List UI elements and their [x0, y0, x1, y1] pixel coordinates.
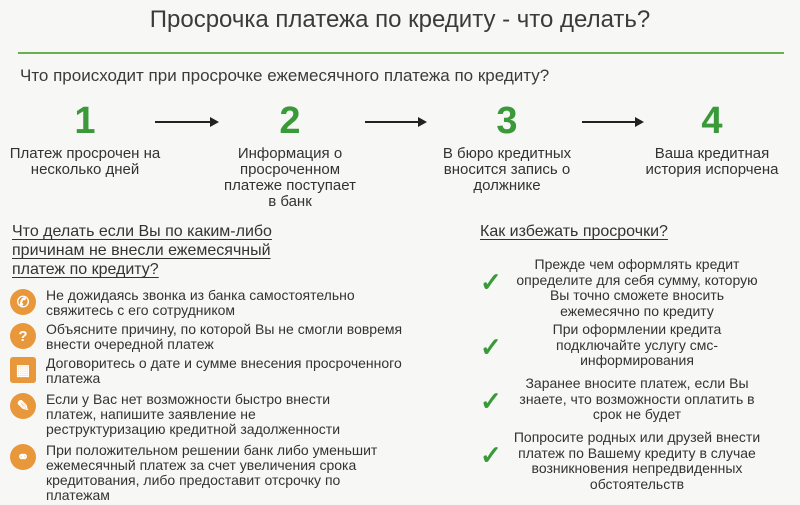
- tip-item: [10, 392, 410, 437]
- check-icon: ✓: [480, 267, 502, 297]
- calendar-icon: ▦: [10, 357, 36, 383]
- step-text: Ваша кредитная история испорчена: [645, 145, 779, 178]
- step-number: 1: [74, 100, 96, 142]
- tip-text: Объясните причину, по которой Вы не смогли вовремя внести очередной платеж: [46, 321, 403, 352]
- right-header-text: Как избежать просрочки?: [480, 223, 668, 240]
- check-icon: ✓: [480, 440, 502, 470]
- check-icon: ✓: [480, 386, 502, 416]
- tip-item: [10, 356, 410, 386]
- tip-text: При положительном решении банк либо уменьшит ежемесячный платеж за счет увеличения срока кредитования, либо предоставит отсрочку по платежам: [46, 442, 378, 503]
- subtitle: Что происходит при просрочке ежемесячного платежа по кредиту?: [20, 66, 550, 85]
- check-icon: ✓: [480, 332, 502, 362]
- step-4: [628, 100, 796, 178]
- tip-text: Если у Вас нет возможности быстро внести платеж, напишите заявление не реструктуризацию кредитной задолженности: [46, 391, 341, 437]
- question-icon: ?: [10, 323, 36, 349]
- page-title: Просрочка платежа по кредиту - что делать?: [149, 6, 651, 33]
- right-section-header: [480, 222, 668, 241]
- left-header-text: Что делать если Вы по каким-либо причинам не внесли ежемесячный платеж по кредиту?: [12, 223, 272, 278]
- step-3: [422, 100, 592, 194]
- step-text: Платеж просрочен на несколько дней: [9, 145, 161, 178]
- avoid-item: [480, 257, 780, 319]
- step-2: [205, 100, 375, 210]
- avoid-text: Попросите родных или друзей внести платеж по Вашему кредиту в случае возникновения непредвиденных обстоятельств: [513, 429, 761, 492]
- arrow-icon: [365, 121, 425, 123]
- tip-item: [10, 443, 410, 503]
- step-text: В бюро кредитных вносится запись о должнике: [442, 145, 572, 194]
- tip-text: Не дожидаясь звонка из банка самостоятельно свяжитесь с его сотрудником: [46, 287, 355, 318]
- left-section-header: [12, 222, 312, 279]
- step-number: 4: [701, 100, 723, 142]
- pen-icon: ✎: [10, 393, 36, 419]
- avoid-text: При оформлении кредита подключайте услугу смс-информирования: [552, 321, 722, 368]
- tip-item: [10, 288, 410, 318]
- tip-item: [10, 322, 410, 352]
- step-number: 3: [496, 100, 518, 142]
- step-1: [0, 100, 170, 178]
- phone-icon: ✆: [10, 289, 36, 315]
- avoid-item: [480, 376, 780, 423]
- avoid-text: Заранее вносите платеж, если Вы знаете, что возможности оплатить в срок не будет: [519, 375, 755, 422]
- step-number: 2: [279, 100, 301, 142]
- avoid-item: [480, 430, 780, 492]
- tip-text: Договоритесь о дате и сумме внесения просроченного платежа: [46, 355, 402, 386]
- step-text: Информация о просроченном платеже поступает в банк: [224, 145, 356, 210]
- avoid-item: [480, 322, 780, 369]
- title-divider: [18, 52, 784, 54]
- avoid-text: Прежде чем оформлять кредит определите для себя сумму, которую Вы точно сможете вносить ежемесячно по кредиту: [516, 256, 758, 319]
- handshake-icon: ⚭: [10, 444, 36, 470]
